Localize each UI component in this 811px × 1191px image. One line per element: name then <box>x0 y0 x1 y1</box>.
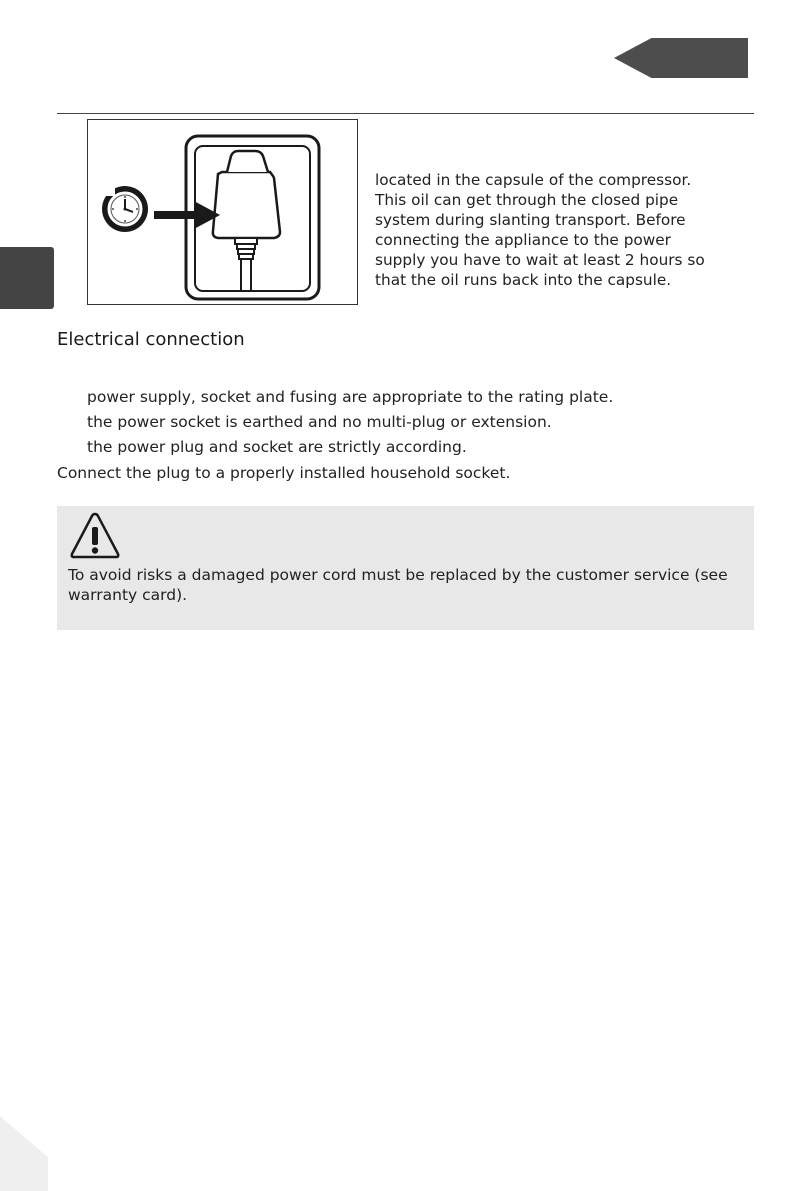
connect-instruction: Connect the plug to a properly installed household socket. <box>57 464 511 482</box>
warning-triangle-icon <box>69 511 121 561</box>
header-rule <box>57 113 754 114</box>
intro-line: This oil can get through the closed pipe <box>375 191 679 210</box>
warning-box <box>57 506 754 630</box>
check-item: power supply, socket and fusing are appropriate to the rating plate. <box>87 388 614 406</box>
intro-line: located in the capsule of the compressor. <box>375 171 692 189</box>
intro-line: connecting the appliance to the power <box>375 231 671 250</box>
warning-text: To avoid risks a damaged power cord must be replaced by the customer service (see warranty card). <box>68 566 728 604</box>
intro-line: that the oil runs back into the capsule. <box>375 271 672 290</box>
plug-icon <box>213 151 280 291</box>
side-language-tab <box>0 247 54 309</box>
plug-wait-illustration <box>87 119 358 305</box>
section-heading: Electrical connection <box>57 329 245 350</box>
page-corner-tab <box>0 1116 48 1191</box>
plug-illustration-svg <box>88 120 359 306</box>
check-item: the power socket is earthed and no multi-plug or extension. <box>87 413 552 431</box>
check-item: the power plug and socket are strictly according. <box>87 438 467 456</box>
intro-line: supply you have to wait at least 2 hours so <box>375 251 705 270</box>
transport-oil-text <box>375 170 735 291</box>
clock-icon <box>102 186 148 232</box>
chapter-tab <box>614 38 748 78</box>
intro-line: system during slanting transport. Before <box>375 211 686 230</box>
